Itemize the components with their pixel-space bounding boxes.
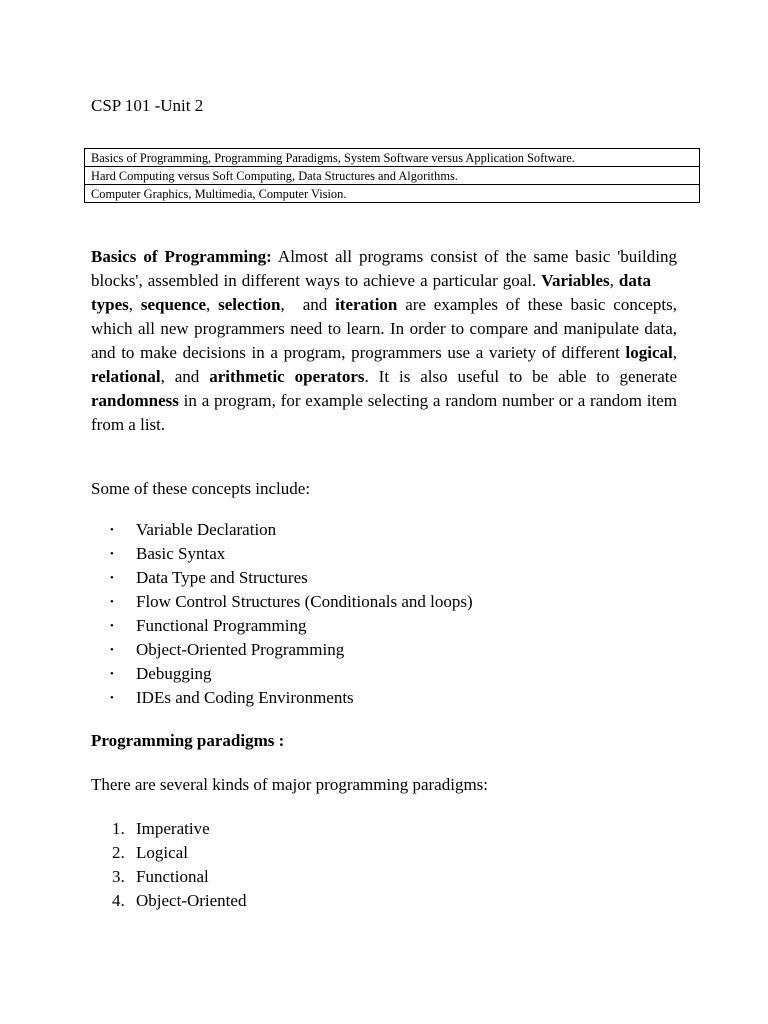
list-item (110, 590, 473, 614)
table-row (85, 185, 700, 203)
bullet-icon: • (110, 668, 114, 680)
table-row (85, 149, 700, 167)
bullet-icon: • (110, 572, 114, 584)
list-number: 1. (112, 819, 125, 838)
concepts-lead: Some of these concepts include: (91, 479, 311, 498)
list-item-label: Debugging (136, 664, 212, 683)
list-item (110, 566, 473, 590)
basics-text: , and (160, 367, 210, 386)
list-item-label: Functional (136, 867, 209, 886)
list-item (110, 662, 473, 686)
term-variables: Variables (541, 271, 610, 290)
bullet-icon: • (110, 524, 114, 536)
list-number: 3. (112, 867, 125, 886)
list-item (110, 518, 473, 542)
term-arithmetic-operators: arithmetic operators (209, 367, 365, 386)
list-item-label: Basic Syntax (136, 544, 226, 563)
list-item-label: Object-Oriented (136, 891, 247, 910)
list-item-label: Logical (136, 843, 188, 862)
basics-text: , (206, 295, 219, 314)
list-number: 4. (112, 891, 125, 910)
bullet-icon: • (110, 692, 114, 704)
term-types: types (91, 295, 129, 314)
table-cell: Hard Computing versus Soft Computing, Data Structures and Algorithms. (85, 167, 700, 185)
term-logical: logical (625, 343, 673, 362)
basics-text: , (672, 343, 677, 362)
term-randomness: randomness (91, 391, 179, 410)
document-title: CSP 101 -Unit 2 (91, 96, 204, 115)
list-item-label: Functional Programming (136, 616, 307, 635)
concepts-bullet-list (110, 518, 473, 710)
term-relational: relational (91, 367, 161, 386)
bullet-icon: • (110, 548, 114, 560)
term-iteration: iteration (335, 295, 398, 314)
term-data: data (618, 271, 651, 290)
bullet-icon: • (110, 620, 114, 632)
list-item (110, 638, 473, 662)
paradigms-lead: There are several kinds of major programming paradigms: (91, 775, 489, 794)
basics-text: , (609, 271, 619, 290)
basics-text: and (302, 295, 336, 314)
paradigms-heading: Programming paradigms : (91, 731, 285, 750)
list-item (110, 686, 473, 710)
table-cell: Computer Graphics, Multimedia, Computer Vision. (85, 185, 700, 203)
basics-text: . It is also useful to be able to generate (364, 367, 678, 386)
list-item (110, 841, 246, 865)
list-item-label: Data Type and Structures (136, 568, 308, 587)
term-sequence: sequence (140, 295, 207, 314)
basics-text: Almost all programs consist of the same basic 'building blocks', assembled in different ways to achieve a particular goal. (91, 247, 677, 290)
list-item-label: IDEs and Coding Environments (136, 688, 354, 707)
list-number: 2. (112, 843, 125, 862)
table-cell: Basics of Programming, Programming Paradigms, System Software versus Application Software. (85, 149, 700, 167)
basics-paragraph (91, 245, 677, 437)
bullet-icon: • (110, 644, 114, 656)
basics-text: , (128, 295, 141, 314)
list-item-label: Flow Control Structures (Conditionals and loops) (136, 592, 473, 611)
unit-topics-table (84, 148, 700, 203)
list-item (110, 889, 246, 913)
term-selection: selection (218, 295, 281, 314)
basics-text: , (280, 295, 285, 314)
list-item (110, 614, 473, 638)
list-item-label: Imperative (136, 819, 210, 838)
list-item-label: Object-Oriented Programming (136, 640, 345, 659)
bullet-icon: • (110, 596, 114, 608)
list-item-label: Variable Declaration (136, 520, 277, 539)
basics-heading: Basics of Programming: (91, 247, 272, 266)
basics-text: in a program, for example selecting a random number or a random item from a list. (91, 391, 677, 434)
list-item (110, 865, 246, 889)
list-item (110, 542, 473, 566)
basics-text: are examples of these basic concepts, which all new programmers need to learn. In order to compare and manipulate data, and to make decisions in a program, programmers use a variety of different (91, 295, 678, 362)
paradigms-numbered-list (110, 817, 246, 913)
list-item (110, 817, 246, 841)
table-row (85, 167, 700, 185)
